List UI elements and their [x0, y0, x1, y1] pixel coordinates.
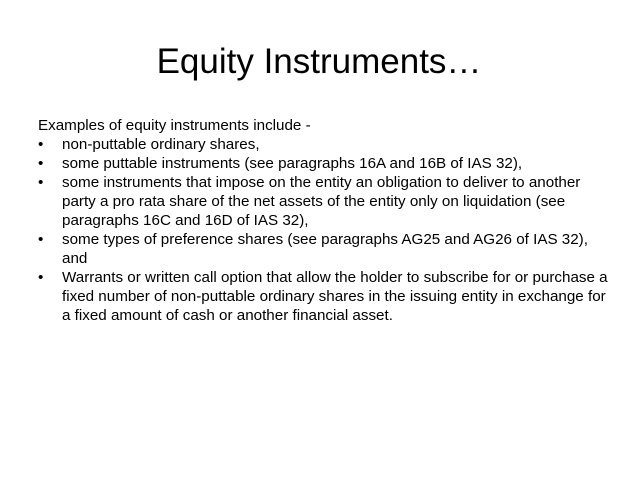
list-item-text: some instruments that impose on the entity an obligation to deliver to another party a pro rata share of the net assets of the entity only on liquidation (see paragraphs 16C and 16D of IAS 32),: [62, 174, 581, 229]
bullet-list: [38, 135, 608, 325]
list-item: [38, 230, 608, 268]
list-item-text: some puttable instruments (see paragraphs 16A and 16B of IAS 32),: [62, 155, 523, 172]
intro-text: Examples of equity instruments include -: [38, 117, 311, 134]
bullet-icon: •: [38, 174, 44, 191]
list-item: [38, 135, 608, 154]
list-item: [38, 268, 608, 325]
list-item-text: Warrants or written call option that allow the holder to subscribe for or purchase a fixed number of non-puttable ordinary shares in the issuing entity in exchange for a fixed amount of cash or another financial asset.: [62, 269, 608, 324]
bullet-icon: •: [38, 155, 44, 172]
list-item-text: non-puttable ordinary shares,: [62, 136, 260, 153]
list-item: [38, 154, 608, 173]
slide-title: Equity Instruments…: [156, 42, 482, 81]
list-item-text: some types of preference shares (see paragraphs AG25 and AG26 of IAS 32), and: [62, 231, 588, 267]
bullet-icon: •: [38, 231, 44, 248]
bullet-icon: •: [38, 136, 44, 153]
list-item: [38, 173, 608, 230]
bullet-icon: •: [38, 269, 44, 286]
slide-body: [38, 116, 608, 325]
